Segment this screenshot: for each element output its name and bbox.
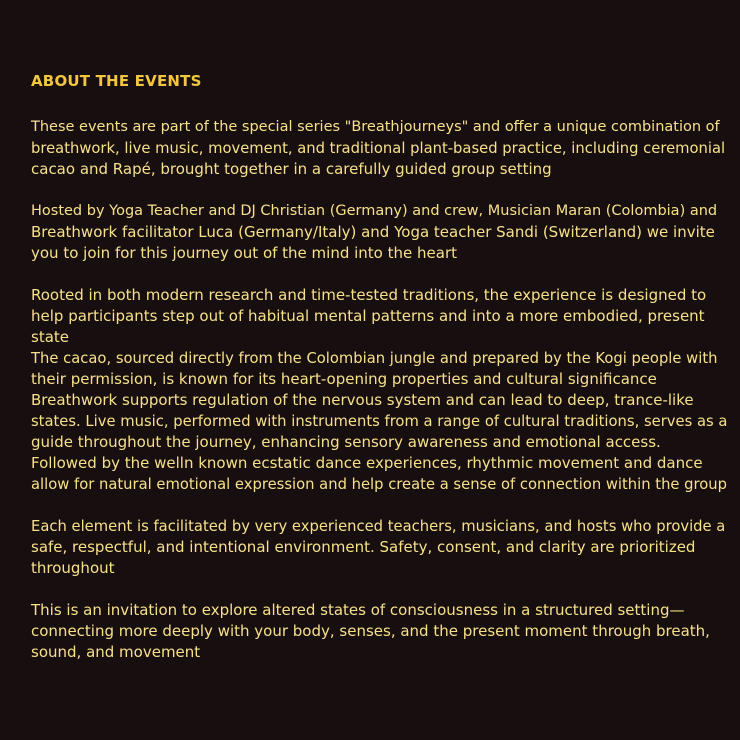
text-line: you to join for this journey out of the mind into the heart	[31, 244, 457, 262]
description-paragraph	[31, 117, 726, 180]
section-heading: ABOUT THE EVENTS	[31, 72, 202, 90]
text-line: state	[31, 328, 69, 346]
text-line: Breathwork supports regulation of the nervous system and can lead to deep, trance-like	[31, 391, 694, 409]
text-line: Breathwork facilitator Luca (Germany/Italy) and Yoga teacher Sandi (Switzerland) we invite	[31, 223, 715, 241]
description-paragraph	[31, 201, 718, 264]
text-line: states. Live music, performed with instruments from a range of cultural traditions, serves as a	[31, 413, 728, 430]
text-line: These events are part of the special series "Breathjourneys" and offer a unique combination of	[31, 119, 720, 135]
text-line: Followed by the welln known ecstatic dance experiences, rhythmic movement and dance	[31, 454, 703, 472]
description-paragraph	[31, 600, 718, 663]
text-line: cacao and Rapé, brought together in a carefully guided group setting	[31, 160, 552, 178]
text-line: their permission, is known for its heart-opening properties and cultural significance	[31, 370, 657, 388]
event-description	[31, 117, 728, 663]
text-line: safe, respectful, and intentional environment. Safety, consent, and clarity are prioritized	[31, 538, 696, 556]
text-line: guide throughout the journey, enhancing sensory awareness and emotional access.	[31, 433, 661, 451]
text-line: This is an invitation to explore altered states of consciousness in a structured setting—	[31, 601, 685, 619]
text-line: Hosted by Yoga Teacher and DJ Christian (Germany) and crew, Musician Maran (Colombia) and	[31, 203, 718, 219]
text-line: Rooted in both modern research and time-tested traditions, the experience is designed to	[31, 286, 707, 304]
description-paragraph	[31, 516, 726, 579]
text-line: sound, and movement	[31, 643, 201, 661]
text-line: allow for natural emotional expression and help create a sense of connection within the group	[31, 476, 728, 493]
text-line: help participants step out of habitual mental patterns and into a more embodied, present	[31, 307, 705, 325]
text-line: breathwork, live music, movement, and traditional plant-based practice, including ceremonial	[31, 140, 726, 157]
text-line: Each element is facilitated by very experienced teachers, musicians, and hosts who provide a	[31, 518, 726, 535]
text-line: throughout	[31, 559, 115, 577]
text-line: The cacao, sourced directly from the Colombian jungle and prepared by the Kogi people with	[31, 350, 718, 367]
description-paragraph	[31, 285, 728, 495]
text-line: connecting more deeply with your body, senses, and the present moment through breath,	[31, 622, 710, 640]
